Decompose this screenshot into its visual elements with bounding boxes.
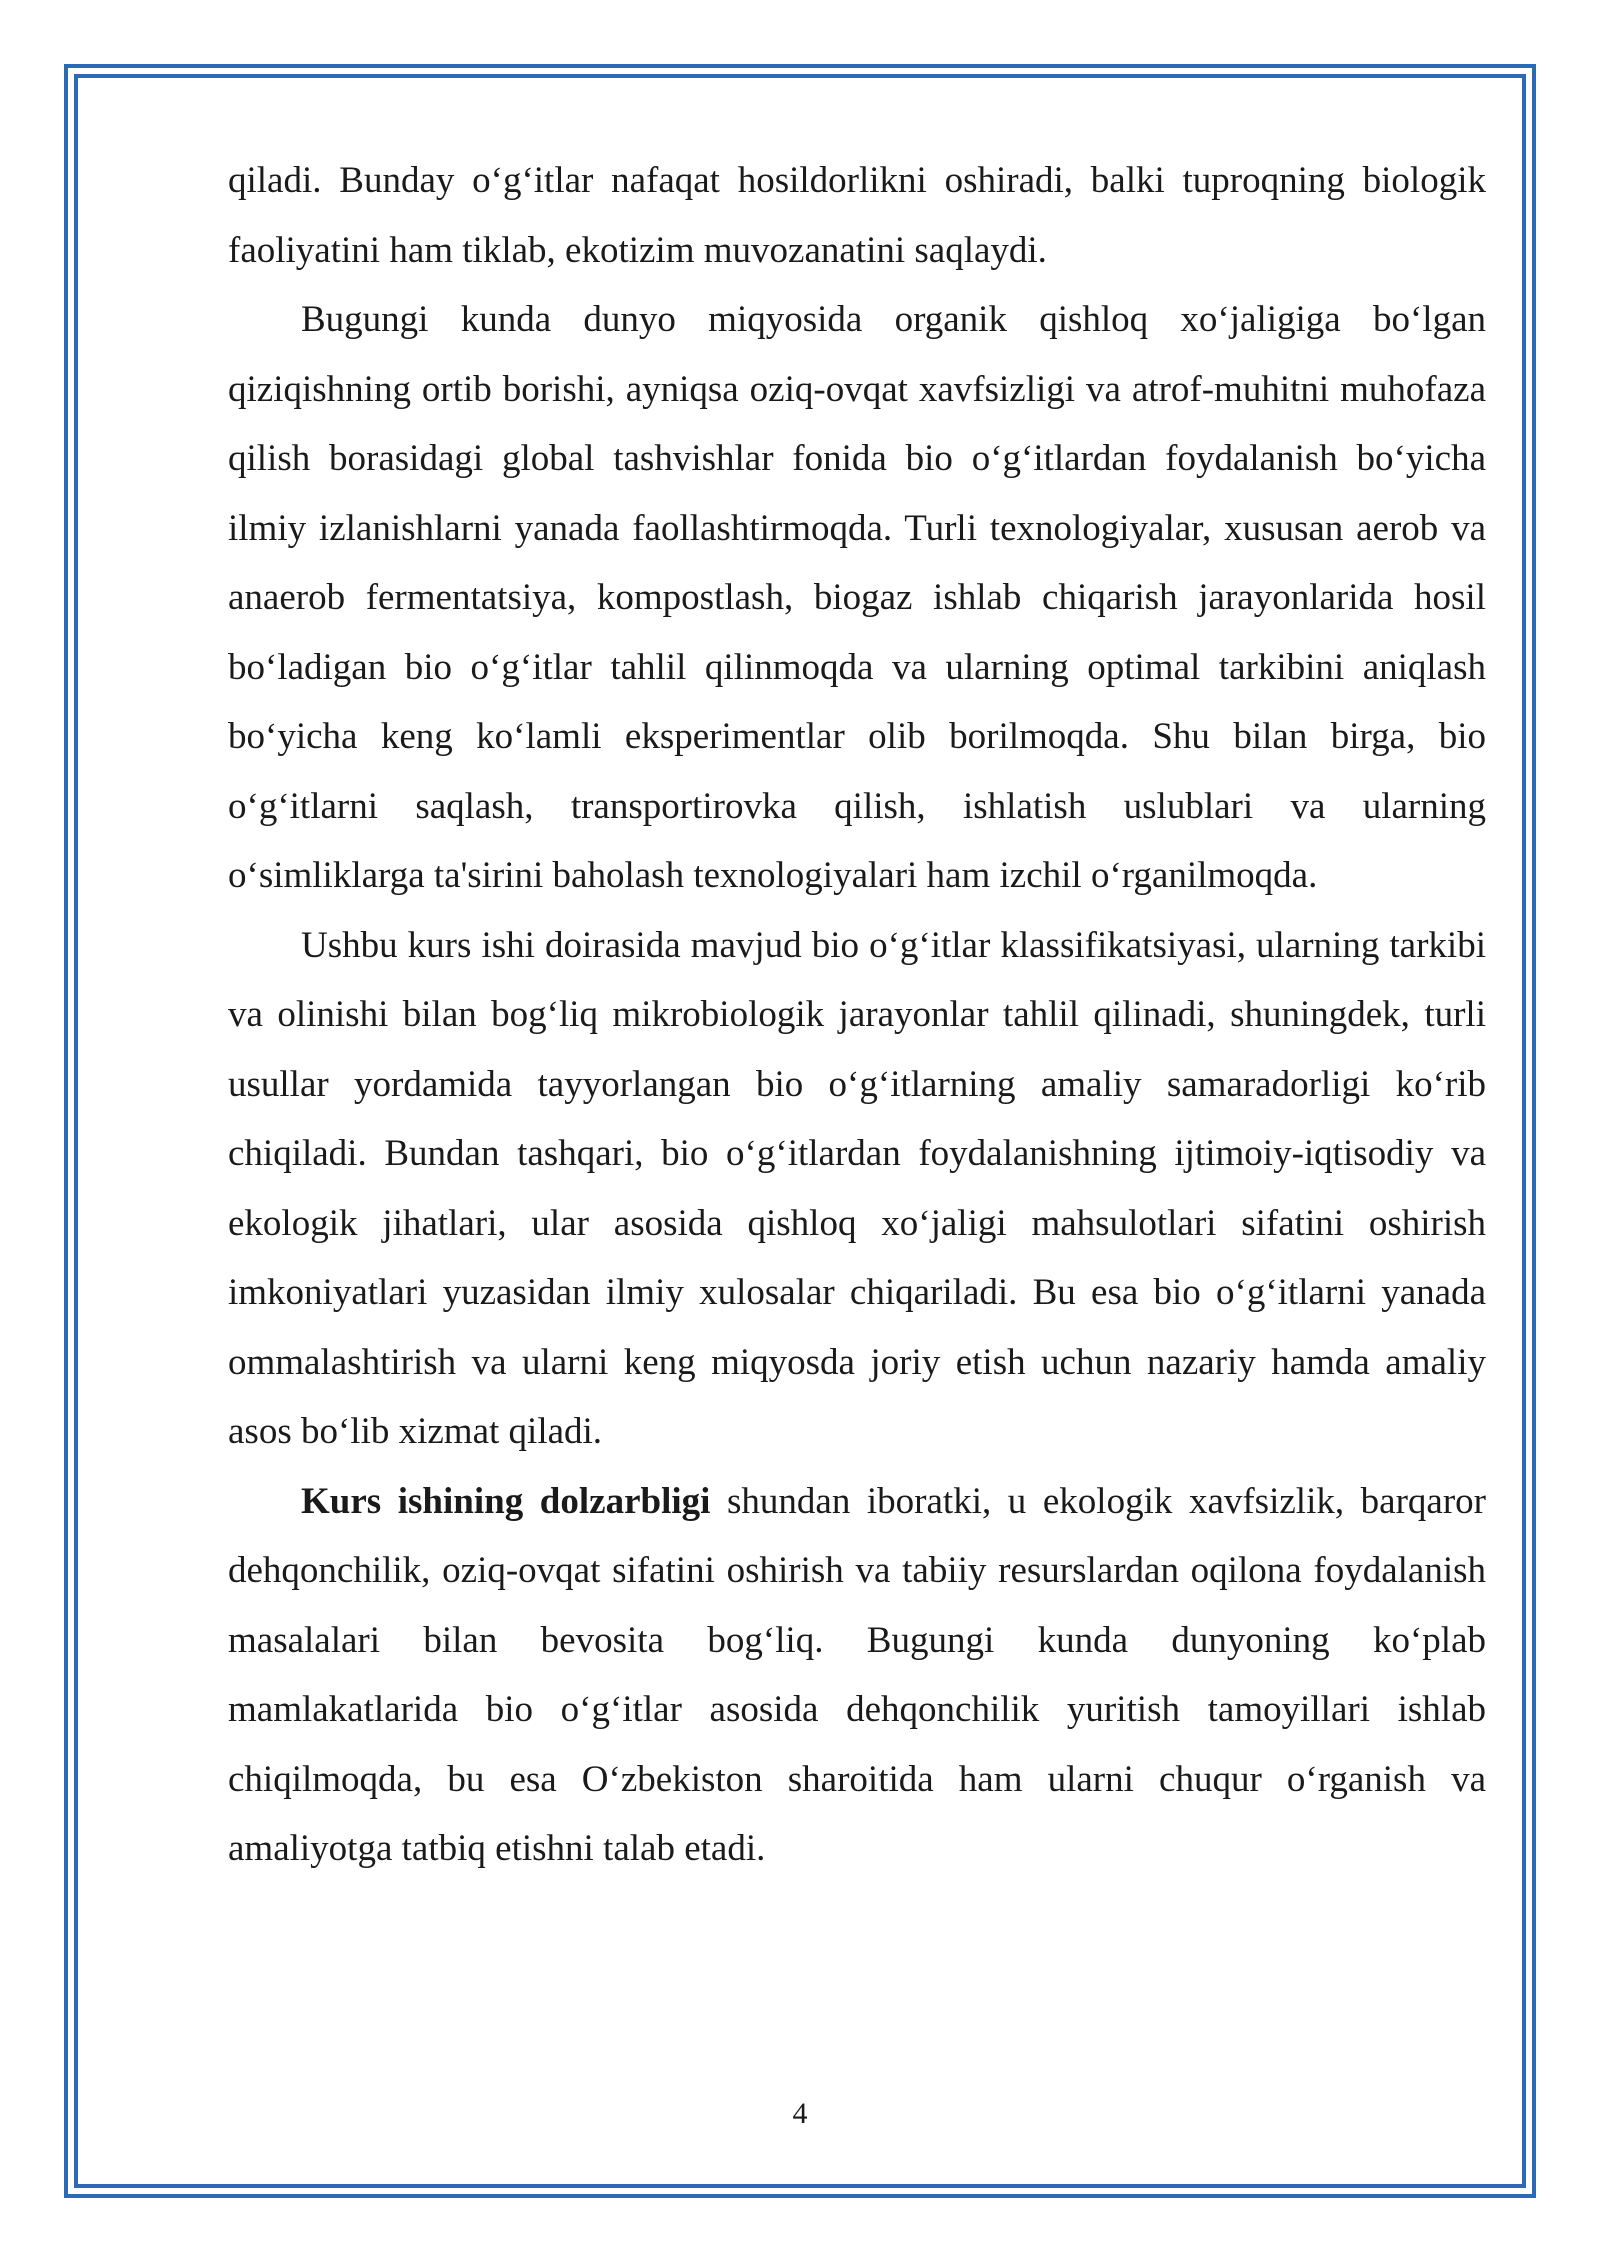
paragraph-continuation: qiladi. Bunday o‘g‘itlar nafaqat hosildorlikni oshiradi, balki tuproqning biologik faoliyatini ham tiklab, ekotizim muvozanatini saqlaydi. <box>228 160 1486 271</box>
paragraph-relevance <box>228 1467 1486 1884</box>
paragraph-course-scope: Ushbu kurs ishi doirasida mavjud bio o‘g‘itlar klassifikatsiyasi, ularning tarkibi va olinishi bilan bog‘liq mikrobiologik jarayonlar tahlil qilinadi, shuningdek, turli usullar yordamida tayyorlangan bio o‘g‘itlarning amaliy samaradorligi ko‘rib chiqiladi. Bundan tashqari, bio o‘g‘itlardan foydalanishning ijtimoiy-iqtisodiy va ekologik jihatlari, ular asosida qishloq xo‘jaligi mahsulotlari sifatini oshirish imkoniyatlari yuzasidan ilmiy xulosalar chiqariladi. Bu esa bio o‘g‘itlarni yanada ommalashtirish va ularni keng miqyosda joriy etish uchun nazariy hamda amaliy asos bo‘lib xizmat qiladi. <box>228 924 1486 1452</box>
page-number: 4 <box>792 2097 808 2130</box>
document-body <box>228 146 1486 1884</box>
relevance-heading: Kurs ishining dolzarbligi <box>301 1480 711 1522</box>
paragraph-organic-farming: Bugungi kunda dunyo miqyosida organik qishloq xo‘jaligiga bo‘lgan qiziqishning ortib borishi, ayniqsa oziq-ovqat xavfsizligi va atrof-muhitni muhofaza qilish borasidagi global tashvishlar fonida bio o‘g‘itlardan foydalanish bo‘yicha ilmiy izlanishlarni yanada faollashtirmoqda. Turli texnologiyalar, xususan aerob va anaerob fermentatsiya, kompostlash, biogaz ishlab chiqarish jarayonlarida hosil bo‘ladigan bio o‘g‘itlar tahlil qilinmoqda va ularning optimal tarkibini aniqlash bo‘yicha keng ko‘lamli eksperimentlar olib borilmoqda. Shu bilan birga, bio o‘g‘itlarni saqlash, transportirovka qilish, ishlatish uslublari va ularning o‘simliklarga ta'sirini baholash texnologiyalari ham izchil o‘rganilmoqda. <box>228 299 1486 896</box>
relevance-text: shundan iboratki, u ekologik xavfsizlik, barqaror dehqonchilik, oziq-ovqat sifatini oshirish va tabiiy resurslardan oqilona foydalanish masalalari bilan bevosita bog‘liq. Bugungi kunda dunyoning ko‘plab mamlakatlarida bio o‘g‘itlar asosida dehqonchilik yuritish tamoyillari ishlab chiqilmoqda, bu esa O‘zbekiston sharoitida ham ularni chuqur o‘rganish va amaliyotga tatbiq etishni talab etadi. <box>228 1480 1486 1869</box>
